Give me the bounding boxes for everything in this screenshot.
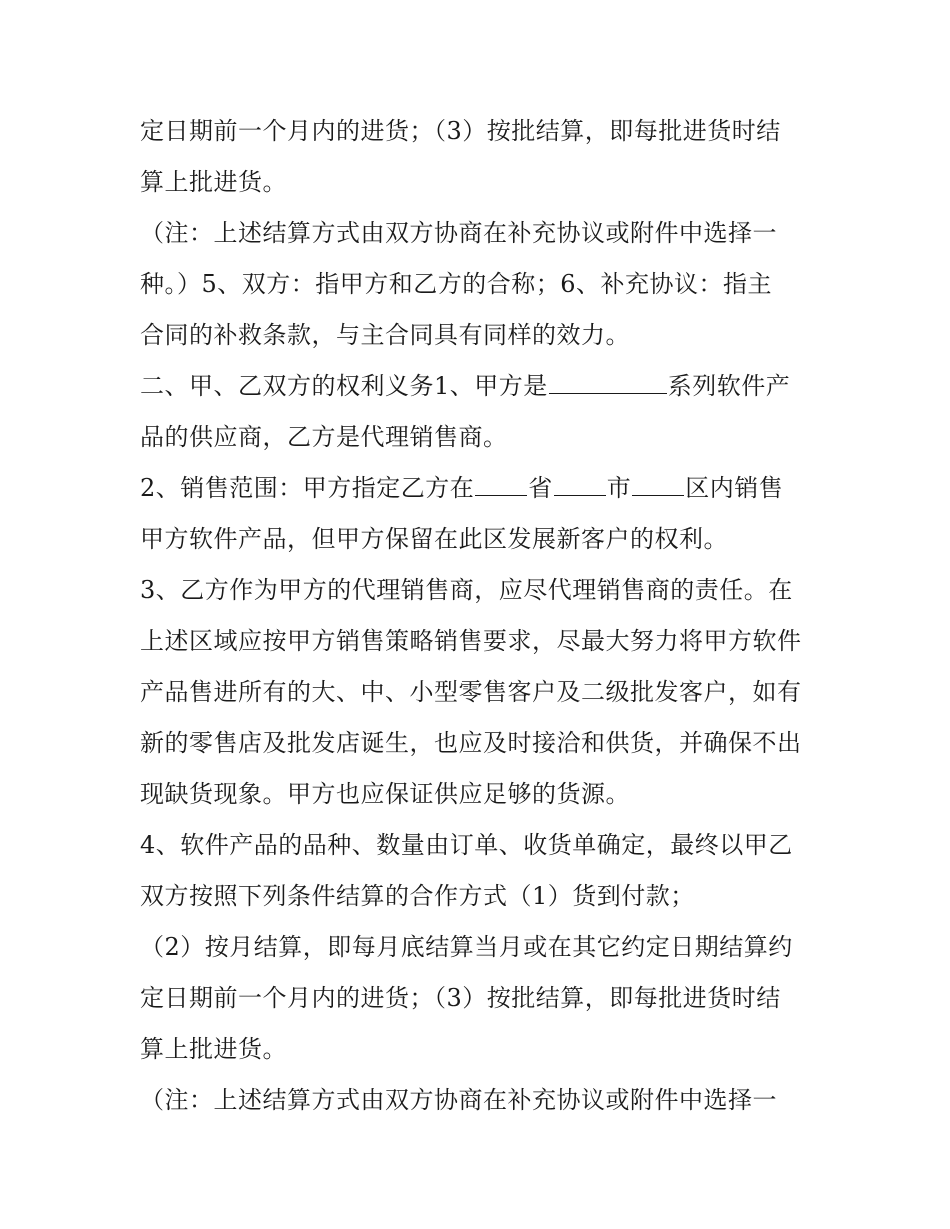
text-line: 种。）5、双方：指甲方和乙方的合称；6、补充协议：指主 (140, 270, 773, 298)
text-line: 甲方软件产品，但甲方保留在此区发展新客户的权利。 (140, 525, 728, 553)
text-line: 定日期前一个月内的进货；（3）按批结算，即每批进货时结 (140, 117, 781, 145)
text-segment: 区内销售 (685, 474, 784, 502)
fill-in-blank-district (632, 473, 684, 496)
text-segment: 系列软件产 (667, 372, 791, 400)
text-line: 算上批进货。 (140, 168, 287, 196)
text-line: 产品售进所有的大、中、小型零售客户及二级批发客户，如有 (140, 678, 802, 706)
text-line: 上述区域应按甲方销售策略销售要求，尽最大努力将甲方软件 (140, 627, 802, 655)
fill-in-blank-series (549, 371, 667, 394)
text-line: （注：上述结算方式由双方协商在补充协议或附件中选择一 (140, 219, 777, 247)
text-line: 合同的补救条款，与主合同具有同样的效力。 (140, 321, 630, 349)
text-line: 算上批进货。 (140, 1035, 287, 1063)
text-line: （2）按月结算，即每月底结算当月或在其它约定日期结算约 (140, 933, 793, 961)
text-line-with-blank (140, 361, 820, 412)
text-line: 双方按照下列条件结算的合作方式（1）货到付款； (140, 882, 695, 910)
text-segment: 市 (606, 474, 632, 502)
text-line: （注：上述结算方式由双方协商在补充协议或附件中选择一 (140, 1086, 777, 1114)
text-line: 现缺货现象。甲方也应保证供应足够的货源。 (140, 780, 630, 808)
text-segment: 二、甲、乙双方的权利义务1、甲方是 (140, 372, 548, 400)
text-line: 品的供应商，乙方是代理销售商。 (140, 423, 508, 451)
text-line: 4、软件产品的品种、数量由订单、收货单确定，最终以甲乙 (140, 831, 793, 859)
fill-in-blank-city (554, 473, 606, 496)
document-body (140, 106, 820, 1126)
fill-in-blank-province (475, 473, 527, 496)
text-line: 定日期前一个月内的进货；（3）按批结算，即每批进货时结 (140, 984, 781, 1012)
text-line-with-blanks (140, 463, 820, 514)
text-line: 新的零售店及批发店诞生，也应及时接洽和供货，并确保不出 (140, 729, 802, 757)
text-segment: 省 (528, 474, 553, 502)
text-line: 3、乙方作为甲方的代理销售商，应尽代理销售商的责任。在 (140, 576, 793, 604)
text-segment: 2、销售范围：甲方指定乙方在 (140, 474, 475, 502)
